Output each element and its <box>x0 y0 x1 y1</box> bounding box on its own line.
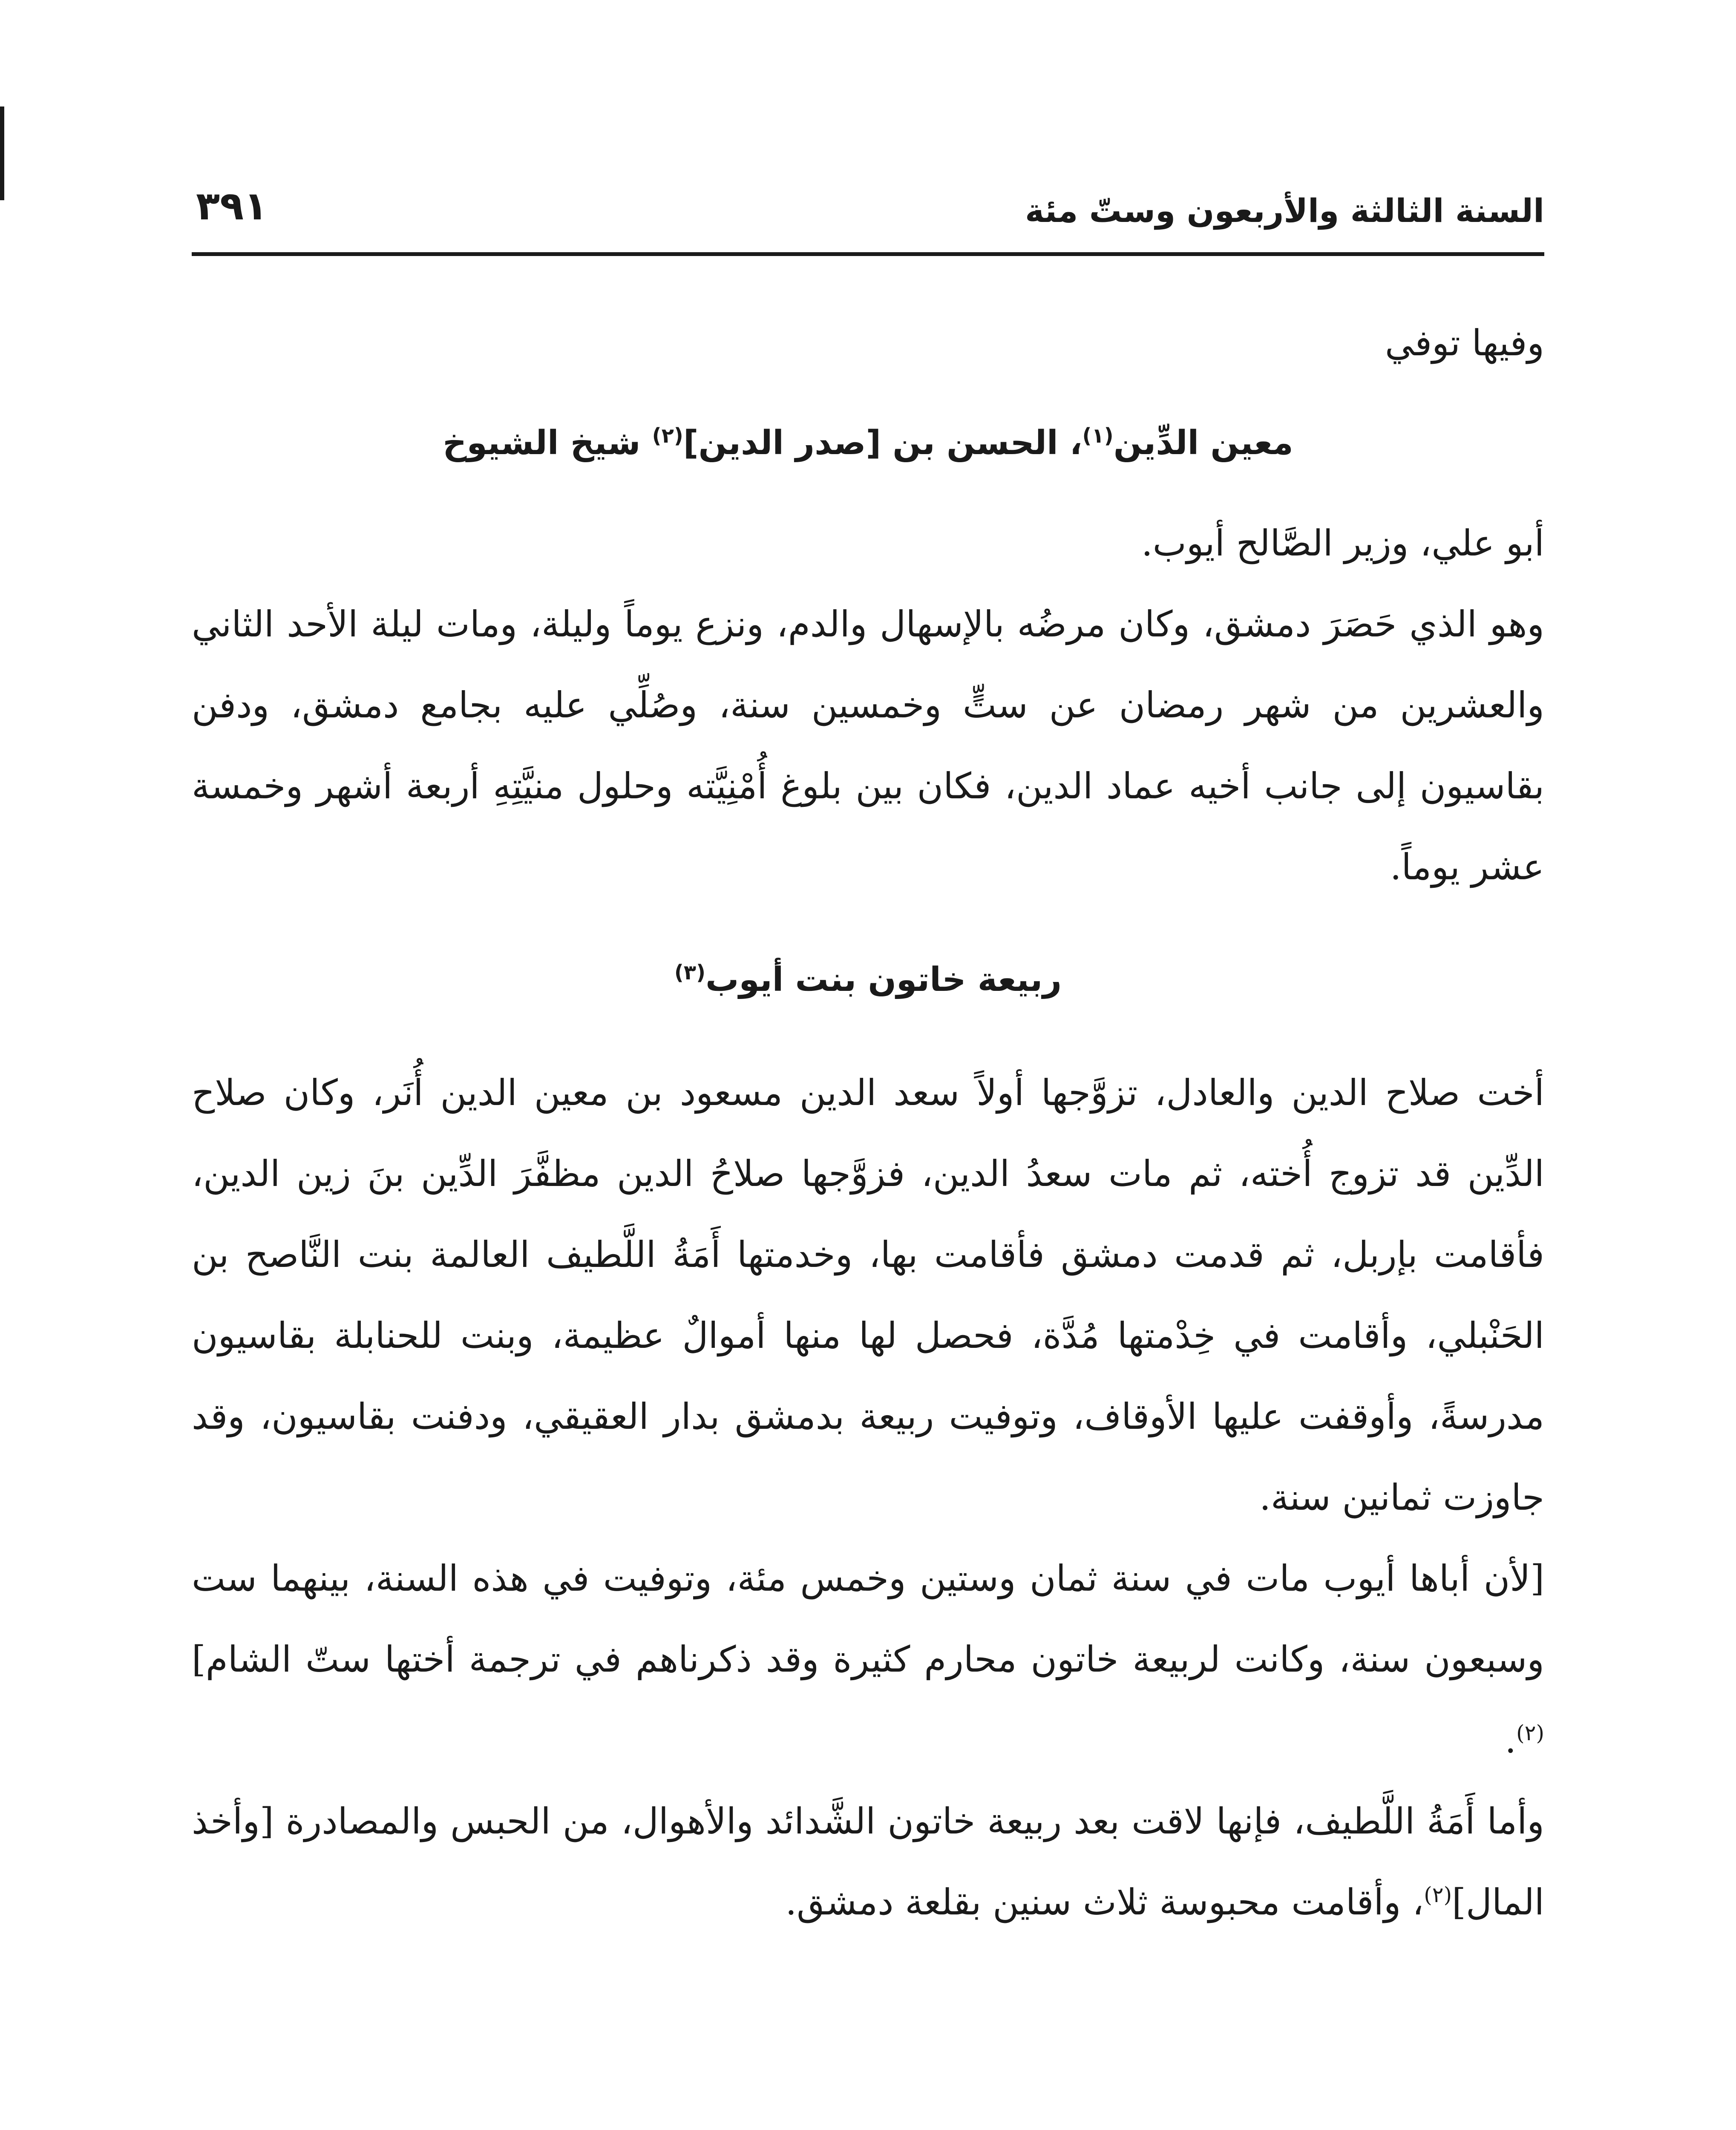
scan-edge-mark <box>0 106 4 200</box>
paragraph-text: [لأن أباها أيوب مات في سنة ثمان وستين وخمس مئة، وتوفيت في هذه السنة، بينهما ست وسبعون سنة، وكانت لربيعة خاتون محارم كثيرة وقد ذكرناهم في ترجمة أختها ستّ الشام] <box>192 1557 1544 1680</box>
paragraph: وهو الذي حَصَرَ دمشق، وكان مرضُه بالإسهال والدم، ونزع يوماً وليلة، ومات ليلة الأحد الثاني والعشرين من شهر رمضان عن ستٍّ وخمسين سنة، وصُلِّي عليه بجامع دمشق، ودفن بقاسيون إلى جانب أخيه عماد الدين، فكان بين بلوغ أُمْنِيَّته وحلول منيَّتِهِ أربعة أشهر وخمسة عشر يوماً. <box>192 603 1544 888</box>
page-number: ٣٩١ <box>196 183 268 229</box>
heading-text: معين الدِّين <box>1113 424 1293 462</box>
paragraph-text: وأما أَمَةُ اللَّطيف، فإنها لاقت بعد ربيعة خاتون الشَّدائد والأهوال، من الحبس والمصادرة [وأخذ المال] <box>192 1800 1544 1923</box>
intro-line: وفيها توفي <box>1385 322 1544 364</box>
paragraph-text: ، وأقامت محبوسة ثلاث سنين بقلعة دمشق. <box>785 1881 1424 1923</box>
running-header-title: السنة الثالثة والأربعون وستّ مئة <box>1025 192 1544 230</box>
footnote-ref: (٢) <box>652 424 683 448</box>
paragraph-text: . <box>1505 1719 1517 1761</box>
footnote-ref: (٢) <box>1516 1721 1544 1745</box>
footnote-ref: (١) <box>1082 424 1114 448</box>
heading-text: شيخ الشيوخ <box>443 424 652 462</box>
main-text <box>192 290 1544 1943</box>
paragraph: أخت صلاح الدين والعادل، تزوَّجها أولاً سعد الدين مسعود بن معين الدين أُنَر، وكان صلاح الدِّين قد تزوج أُخته، ثم مات سعدُ الدين، فزوَّجها صلاحُ الدين مظفَّرَ الدِّين بنَ زين الدين، فأقامت بإربل، ثم قدمت دمشق فأقامت بها، وخدمتها أَمَةُ اللَّطيف العالمة بنت النَّاصح بن الحَنْبلي، وأقامت في خِدْمتها مُدَّة، فحصل لها منها أموالٌ عظيمة، وبنت للحنابلة بقاسيون مدرسةً، وأوقفت عليها الأوقاف، وتوفيت ربيعة بدمشق بدار العقيقي، ودفنت بقاسيون، وقد جاوزت ثمانين سنة. <box>192 1072 1544 1518</box>
footnote-ref: (٢) <box>1424 1882 1452 1907</box>
paragraph: أبو علي، وزير الصَّالح أيوب. <box>1141 522 1544 564</box>
header-divider <box>192 252 1544 256</box>
bracket-paragraph <box>192 1538 1544 1781</box>
entry-heading-muin-al-din <box>192 400 1544 486</box>
running-header <box>192 183 1544 247</box>
entry-heading-rabia-khatun <box>192 937 1544 1022</box>
heading-text: ربيعة خاتون بنت أيوب <box>705 961 1062 999</box>
heading-text: ، الحسن بن [صدر الدين] <box>683 424 1082 462</box>
footnote-ref: (٣) <box>674 961 706 984</box>
paragraph <box>192 1781 1544 1943</box>
